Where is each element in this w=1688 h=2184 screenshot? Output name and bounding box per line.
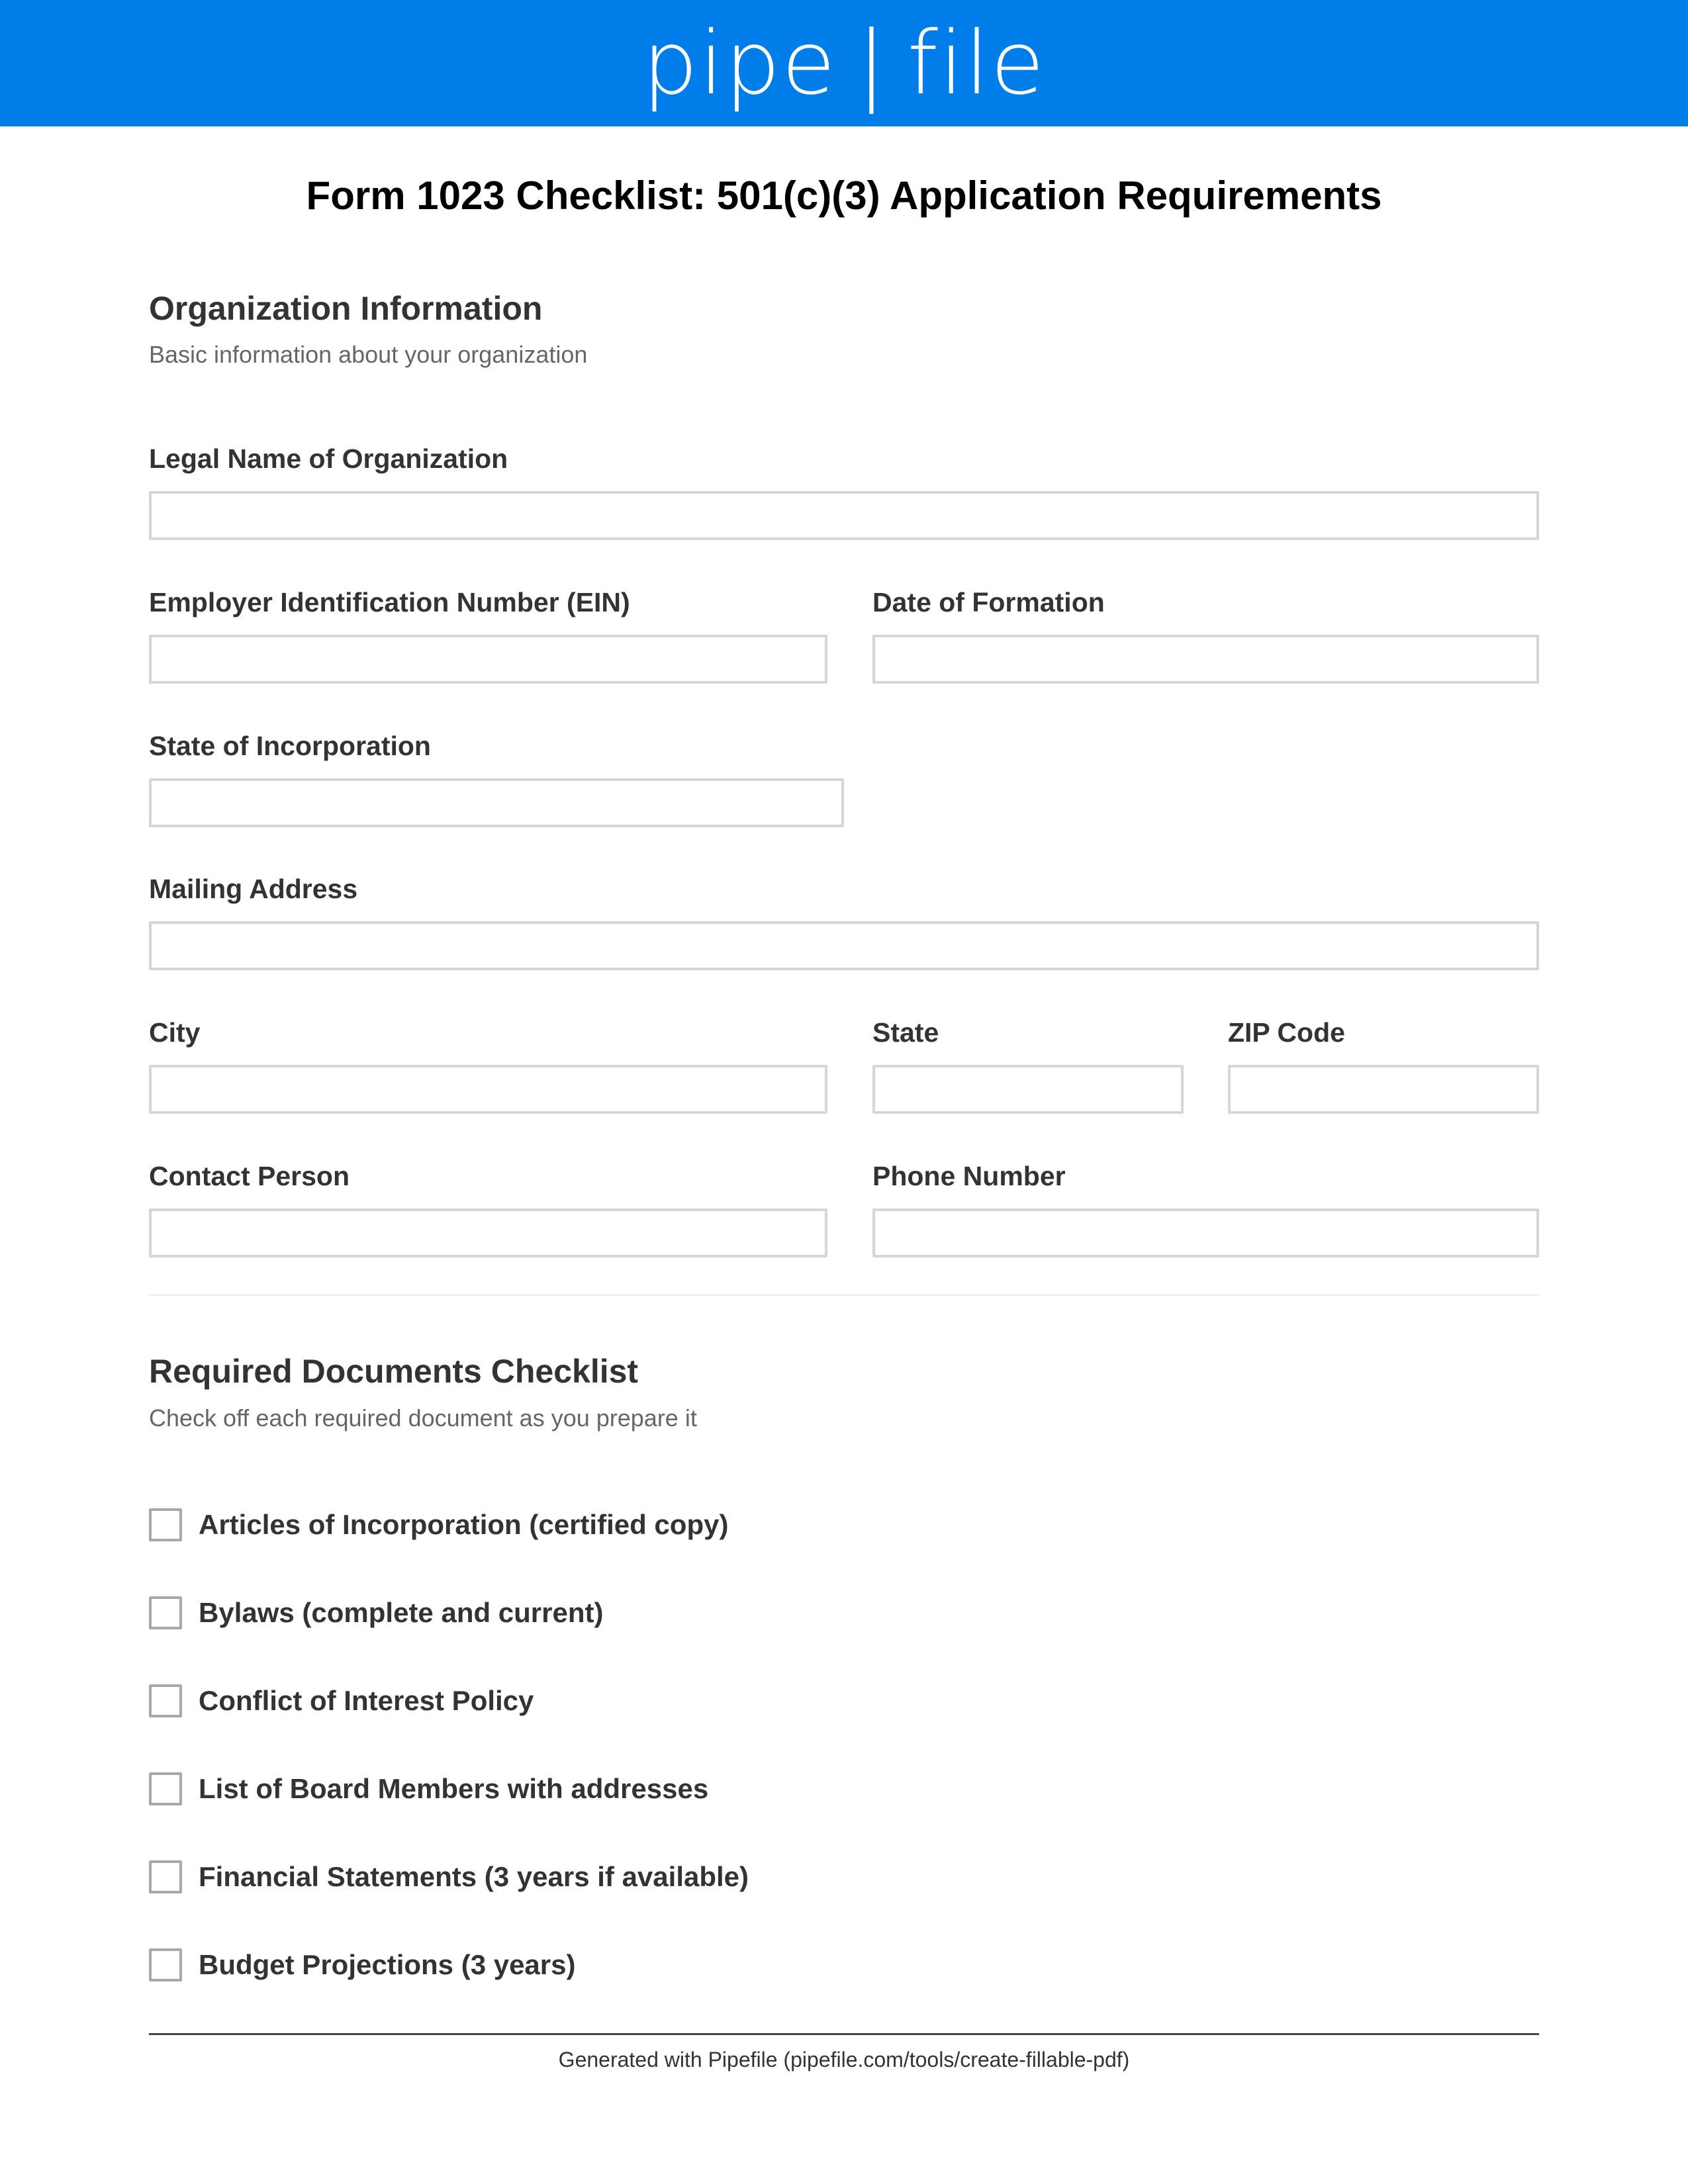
logo-text-file: file [907, 12, 1046, 114]
checklist-item-label: Bylaws (complete and current) [199, 1597, 604, 1628]
documents-section-heading: Required Documents Checklist [149, 1353, 639, 1390]
section-divider [149, 1295, 1539, 1296]
organization-section-heading: Organization Information [149, 290, 543, 327]
state-of-incorporation-label: State of Incorporation [149, 731, 431, 761]
checkbox-budget-projections[interactable] [149, 1948, 182, 1981]
checklist-item-label: Conflict of Interest Policy [199, 1685, 534, 1716]
checkbox-conflict-of-interest-policy[interactable] [149, 1684, 182, 1717]
checklist-item [149, 1596, 603, 1630]
state-input[interactable] [872, 1065, 1184, 1114]
city-label: City [149, 1017, 201, 1048]
phone-number-label: Phone Number [872, 1161, 1066, 1191]
contact-person-input[interactable] [149, 1208, 827, 1257]
checklist-item-label: Budget Projections (3 years) [199, 1949, 576, 1980]
state-of-incorporation-input[interactable] [149, 778, 844, 827]
date-of-formation-input[interactable] [872, 635, 1539, 684]
checklist-item [149, 1772, 708, 1806]
documents-section-subheading: Check off each required document as you prepare it [149, 1404, 697, 1432]
organization-section-subheading: Basic information about your organization [149, 341, 588, 368]
logo-separator: | [856, 12, 888, 114]
checkbox-board-members-list[interactable] [149, 1772, 182, 1805]
checklist-item-label: List of Board Members with addresses [199, 1773, 709, 1804]
checklist-item-label: Financial Statements (3 years if available) [199, 1861, 749, 1892]
ein-label: Employer Identification Number (EIN) [149, 587, 630, 617]
logo-text-pipe: pipe [642, 12, 837, 114]
footer-rule [149, 2033, 1539, 2035]
zip-code-label: ZIP Code [1228, 1017, 1345, 1048]
pipefile-logo [0, 0, 1688, 126]
checklist-item [149, 1948, 575, 1982]
checklist-item [149, 1860, 749, 1894]
contact-person-label: Contact Person [149, 1161, 350, 1191]
phone-number-input[interactable] [872, 1208, 1539, 1257]
legal-name-label: Legal Name of Organization [149, 443, 508, 474]
ein-input[interactable] [149, 635, 827, 684]
state-label: State [872, 1017, 939, 1048]
checkbox-bylaws[interactable] [149, 1596, 182, 1629]
footer-credit: Generated with Pipefile (pipefile.com/tools/create-fillable-pdf) [558, 2048, 1130, 2071]
legal-name-input[interactable] [149, 491, 1539, 540]
date-of-formation-label: Date of Formation [872, 587, 1105, 617]
city-input[interactable] [149, 1065, 827, 1114]
mailing-address-label: Mailing Address [149, 874, 358, 904]
checklist-item [149, 1508, 728, 1542]
checkbox-articles-of-incorporation[interactable] [149, 1508, 182, 1541]
checklist-item-label: Articles of Incorporation (certified copy) [199, 1509, 729, 1540]
checklist-item [149, 1684, 534, 1718]
mailing-address-input[interactable] [149, 921, 1539, 970]
document-title: Form 1023 Checklist: 501(c)(3) Application Requirements [306, 173, 1382, 218]
checkbox-financial-statements[interactable] [149, 1860, 182, 1893]
zip-code-input[interactable] [1228, 1065, 1539, 1114]
